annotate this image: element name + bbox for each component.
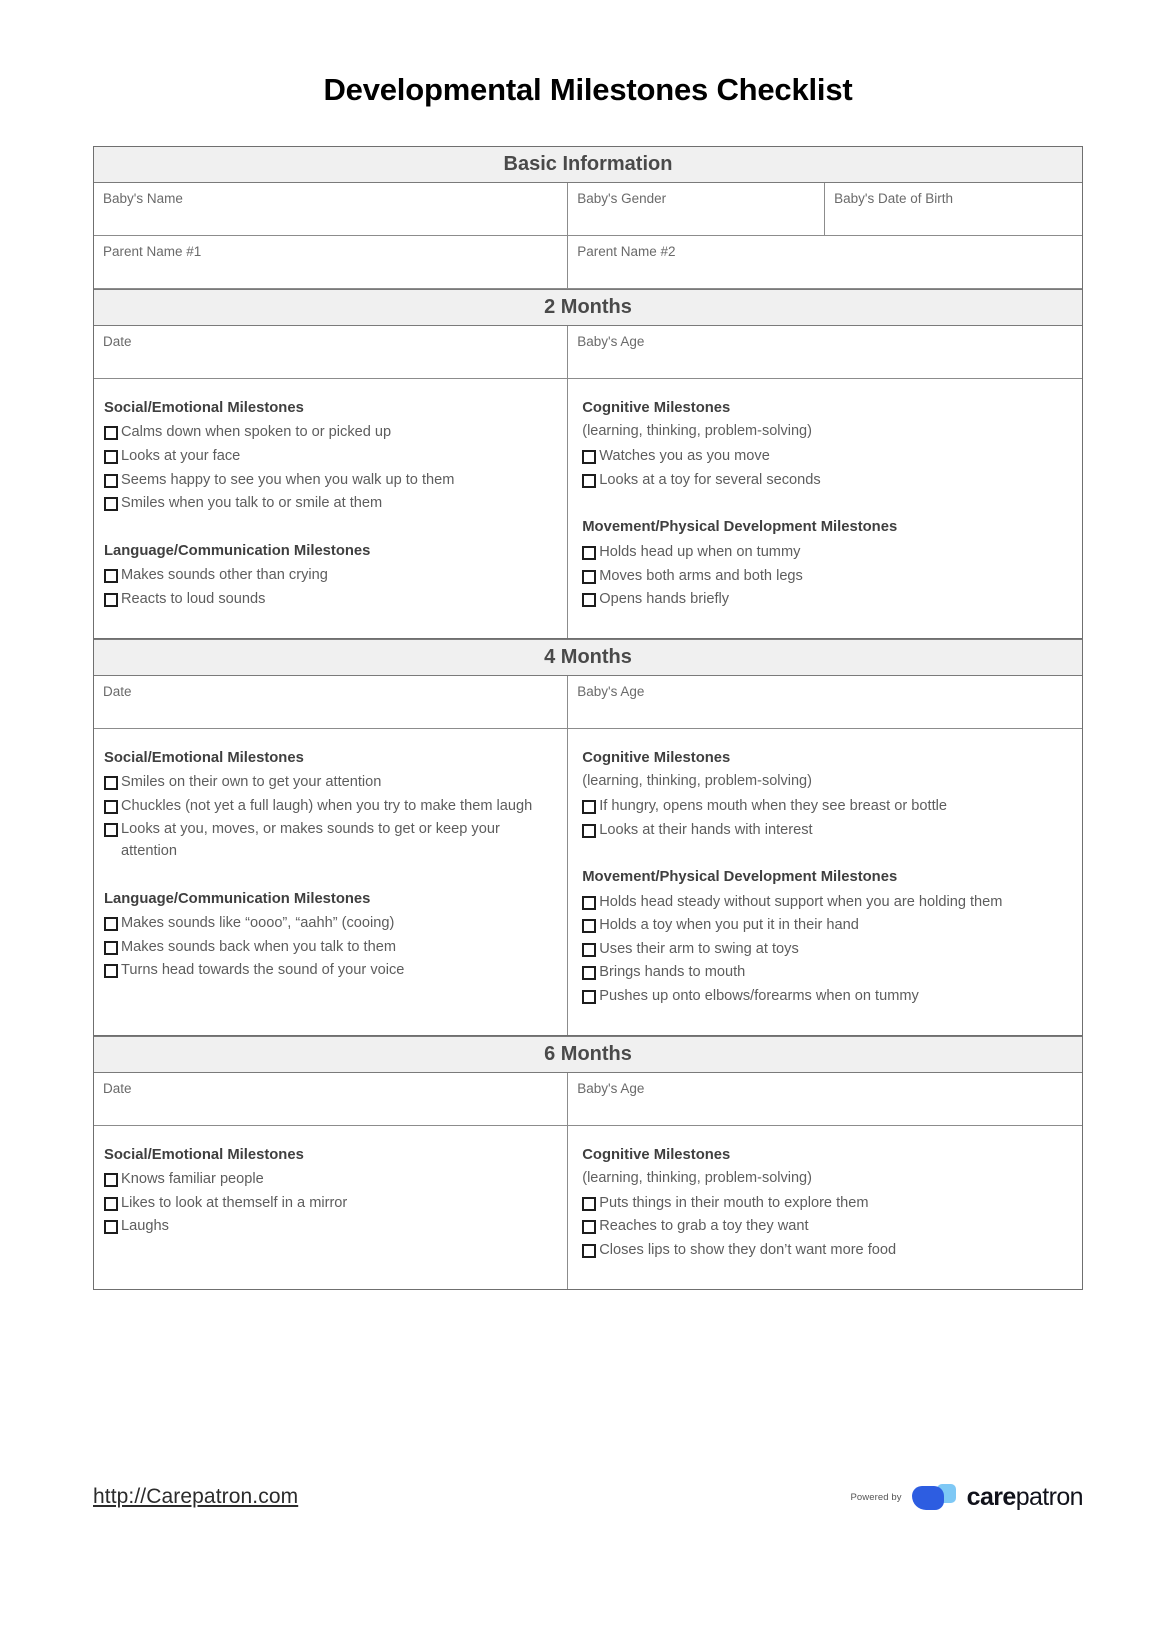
list-item[interactable] xyxy=(582,961,1072,985)
carepatron-wordmark xyxy=(966,1482,1083,1511)
list-item[interactable] xyxy=(582,795,1072,819)
milestones-right-column-4-months xyxy=(568,729,1082,1035)
list-item-label: If hungry, opens mouth when they see breast or bottle xyxy=(599,797,947,814)
list-item-label: Puts things in their mouth to explore them xyxy=(599,1194,869,1211)
section-band-2-months: 2 Months xyxy=(94,289,1082,326)
field-parent-name-2[interactable]: Parent Name #2 xyxy=(577,244,676,259)
checkbox-icon[interactable] xyxy=(104,917,118,931)
list-item[interactable] xyxy=(582,891,1072,915)
list-item[interactable] xyxy=(104,818,557,863)
group-title: Cognitive Milestones xyxy=(582,1146,731,1163)
field-baby-name[interactable]: Baby's Name xyxy=(94,183,568,235)
section-band-6-months: 6 Months xyxy=(94,1036,1082,1073)
basic-info-row-2 xyxy=(94,236,1082,289)
group-title: Cognitive Milestones xyxy=(582,400,731,416)
checklist-social-emotional-4-months xyxy=(104,771,557,863)
list-item-label: Likes to look at themself in a mirror xyxy=(121,1194,348,1211)
page-title: Developmental Milestones Checklist xyxy=(323,72,853,107)
checkbox-icon[interactable] xyxy=(582,546,596,560)
list-item[interactable] xyxy=(104,564,557,588)
checkbox-icon[interactable] xyxy=(104,776,118,790)
checkbox-icon[interactable] xyxy=(582,1197,596,1211)
checklist-movement-2-months xyxy=(582,541,1072,612)
checkbox-icon[interactable] xyxy=(582,593,596,607)
checklist-table xyxy=(93,146,1083,1290)
group-subtitle: (learning, thinking, problem-solving) xyxy=(582,773,812,790)
list-item[interactable] xyxy=(582,541,1072,565)
checkbox-icon[interactable] xyxy=(582,896,596,910)
list-item[interactable] xyxy=(582,819,1072,843)
list-item-label: Makes sounds back when you talk to them xyxy=(121,938,396,955)
page-footer xyxy=(93,1482,1083,1512)
checkbox-icon[interactable] xyxy=(104,426,118,440)
carepatron-logo-icon xyxy=(912,1482,958,1512)
group-cognitive-6-months xyxy=(582,1146,1072,1263)
list-item-label: Holds head steady without support when you are holding them xyxy=(599,893,1003,910)
list-item[interactable] xyxy=(104,445,557,469)
section-band-4-months: 4 Months xyxy=(94,639,1082,676)
group-social-emotional-6-months xyxy=(104,1146,557,1239)
list-item[interactable] xyxy=(582,588,1072,612)
list-item[interactable] xyxy=(104,469,557,493)
date-age-row-6-months xyxy=(94,1073,1082,1126)
milestones-block-2-months xyxy=(94,379,1082,639)
list-item-label: Seems happy to see you when you walk up to them xyxy=(121,471,455,488)
group-cognitive-4-months xyxy=(582,749,1072,842)
checkbox-icon[interactable] xyxy=(104,941,118,955)
group-title: Movement/Physical Development Milestones xyxy=(582,519,898,536)
list-item-label: Makes sounds other than crying xyxy=(121,567,328,584)
list-item-label: Smiles on their own to get your attention xyxy=(121,774,382,791)
list-item[interactable] xyxy=(582,469,1072,493)
list-item-label: Closes lips to show they don’t want more food xyxy=(599,1241,897,1258)
date-age-row-2-months xyxy=(94,326,1082,379)
checkbox-icon[interactable] xyxy=(582,1220,596,1234)
group-language-4-months xyxy=(104,890,557,983)
checkbox-icon[interactable] xyxy=(582,966,596,980)
list-item[interactable] xyxy=(582,445,1072,469)
checkbox-icon[interactable] xyxy=(104,593,118,607)
list-item[interactable] xyxy=(582,565,1072,589)
field-date-2-months[interactable]: Date xyxy=(94,326,568,378)
group-title: Movement/Physical Development Milestones xyxy=(582,869,898,886)
section-band-basic-information: Basic Information xyxy=(94,147,1082,183)
list-item[interactable] xyxy=(582,985,1072,1009)
list-item-label: Brings hands to mouth xyxy=(599,964,746,981)
milestones-block-4-months xyxy=(94,729,1082,1036)
list-item-label: Reacts to loud sounds xyxy=(121,590,266,607)
list-item[interactable] xyxy=(582,938,1072,962)
list-item[interactable] xyxy=(104,588,557,612)
checkbox-icon[interactable] xyxy=(582,450,596,464)
group-movement-4-months xyxy=(582,868,1072,1008)
group-cognitive-2-months xyxy=(582,399,1072,492)
group-title: Social/Emotional Milestones xyxy=(104,1146,304,1163)
checkbox-icon[interactable] xyxy=(104,1173,118,1187)
milestones-left-column-2-months xyxy=(94,379,568,638)
group-title: Language/Communication Milestones xyxy=(104,542,371,559)
list-item[interactable] xyxy=(104,959,557,983)
list-item-label: Opens hands briefly xyxy=(599,591,730,608)
checkbox-icon[interactable] xyxy=(582,570,596,584)
checkbox-icon[interactable] xyxy=(582,800,596,814)
checkbox-icon[interactable] xyxy=(104,497,118,511)
list-item-label: Chuckles (not yet a full laugh) when you try to make them laugh xyxy=(121,797,533,814)
checkbox-icon[interactable] xyxy=(582,943,596,957)
checkbox-icon[interactable] xyxy=(104,800,118,814)
field-baby-gender[interactable]: Baby's Gender xyxy=(568,183,825,235)
brand-name-bold: care xyxy=(966,1482,1016,1511)
checkbox-icon[interactable] xyxy=(582,1244,596,1258)
list-item-label: Holds a toy when you put it in their hand xyxy=(599,917,859,934)
field-baby-age-6-months[interactable]: Baby's Age xyxy=(577,1080,645,1096)
list-item-label: Smiles when you talk to or smile at them xyxy=(121,495,383,512)
list-item[interactable] xyxy=(104,1168,557,1192)
list-item[interactable] xyxy=(104,795,557,819)
list-item-label: Calms down when spoken to or picked up xyxy=(121,424,392,441)
field-parent-name-1[interactable]: Parent Name #1 xyxy=(94,236,568,288)
group-title: Social/Emotional Milestones xyxy=(104,400,304,416)
list-item[interactable] xyxy=(104,771,557,795)
checklist-cognitive-6-months xyxy=(582,1192,1072,1263)
list-item-label: Moves both arms and both legs xyxy=(599,567,803,584)
checklist-social-emotional-6-months xyxy=(104,1168,557,1239)
list-item-label: Turns head towards the sound of your voice xyxy=(121,962,405,979)
checkbox-icon[interactable] xyxy=(104,1220,118,1234)
group-language-2-months xyxy=(104,542,557,612)
list-item-label: Pushes up onto elbows/forearms when on tummy xyxy=(599,987,919,1004)
field-date-4-months[interactable]: Date xyxy=(94,676,568,728)
group-title: Language/Communication Milestones xyxy=(104,890,371,907)
list-item-label: Makes sounds like “oooo”, “aahh” (cooing) xyxy=(121,915,395,932)
field-baby-age-4-months[interactable]: Baby's Age xyxy=(577,683,645,699)
field-baby-dob[interactable]: Baby's Date of Birth xyxy=(834,191,953,206)
list-item[interactable] xyxy=(582,1192,1072,1216)
list-item-label: Watches you as you move xyxy=(599,448,770,465)
group-subtitle: (learning, thinking, problem-solving) xyxy=(582,423,812,440)
group-social-emotional-2-months xyxy=(104,399,557,516)
basic-info-row-1 xyxy=(94,183,1082,236)
list-item[interactable] xyxy=(582,1239,1072,1263)
checklist-social-emotional-2-months xyxy=(104,421,557,515)
list-item-label: Holds head up when on tummy xyxy=(599,543,801,560)
list-item[interactable] xyxy=(104,492,557,516)
checklist-language-2-months xyxy=(104,564,557,611)
list-item-label: Reaches to grab a toy they want xyxy=(599,1218,809,1235)
group-social-emotional-4-months xyxy=(104,749,557,864)
checkbox-icon[interactable] xyxy=(582,919,596,933)
list-item[interactable] xyxy=(104,936,557,960)
list-item[interactable] xyxy=(582,914,1072,938)
carepatron-branding xyxy=(850,1482,1083,1512)
list-item[interactable] xyxy=(104,1215,557,1239)
milestones-right-column-6-months xyxy=(568,1126,1082,1289)
group-title: Social/Emotional Milestones xyxy=(104,749,304,766)
list-item-label: Looks at you, moves, or makes sounds to get or keep your attention xyxy=(121,821,500,859)
date-age-row-4-months xyxy=(94,676,1082,729)
checkbox-icon[interactable] xyxy=(582,990,596,1004)
checkbox-icon[interactable] xyxy=(104,450,118,464)
list-item-label: Looks at a toy for several seconds xyxy=(599,471,821,488)
checklist-cognitive-2-months xyxy=(582,445,1072,492)
list-item-label: Looks at their hands with interest xyxy=(599,821,813,838)
list-item[interactable] xyxy=(104,421,557,445)
milestones-left-column-6-months xyxy=(94,1126,568,1289)
list-item[interactable] xyxy=(104,912,557,936)
checklist-cognitive-4-months xyxy=(582,795,1072,842)
checklist-language-4-months xyxy=(104,912,557,983)
checkbox-icon[interactable] xyxy=(104,964,118,978)
checkbox-icon[interactable] xyxy=(104,474,118,488)
list-item-label: Uses their arm to swing at toys xyxy=(599,940,799,957)
checkbox-icon[interactable] xyxy=(104,823,118,837)
brand-name-light: patron xyxy=(1015,1482,1083,1511)
milestones-block-6-months xyxy=(94,1126,1082,1289)
checkbox-icon[interactable] xyxy=(582,824,596,838)
checklist-movement-4-months xyxy=(582,891,1072,1009)
checkbox-icon[interactable] xyxy=(104,569,118,583)
list-item[interactable] xyxy=(104,1192,557,1216)
milestones-left-column-4-months xyxy=(94,729,568,1035)
powered-by-label: Powered by xyxy=(850,1491,902,1503)
list-item-label: Knows familiar people xyxy=(121,1171,264,1188)
list-item[interactable] xyxy=(582,1215,1072,1239)
group-title: Cognitive Milestones xyxy=(582,749,731,766)
field-date-6-months[interactable]: Date xyxy=(94,1073,568,1125)
checkbox-icon[interactable] xyxy=(582,474,596,488)
carepatron-website-link[interactable]: http://Carepatron.com xyxy=(93,1485,299,1508)
list-item-label: Laughs xyxy=(121,1218,169,1235)
list-item-label: Looks at your face xyxy=(121,448,241,465)
field-baby-age-2-months[interactable]: Baby's Age xyxy=(577,334,645,349)
checkbox-icon[interactable] xyxy=(104,1197,118,1211)
group-subtitle: (learning, thinking, problem-solving) xyxy=(582,1170,812,1187)
milestones-right-column-2-months xyxy=(568,379,1082,638)
group-movement-2-months xyxy=(582,518,1072,611)
